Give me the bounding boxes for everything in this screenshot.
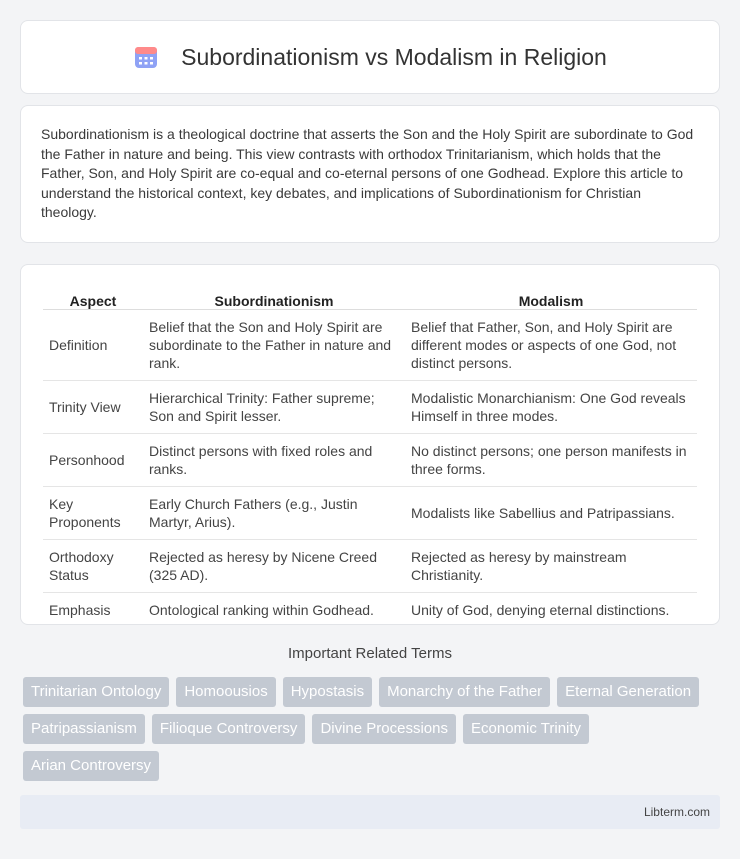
page-title: Subordinationism vs Modalism in Religion — [181, 43, 607, 70]
table-cell: Unity of God, denying eternal distinctions. — [411, 601, 670, 618]
table-header-row — [43, 285, 697, 309]
table-cell: Modalists like Sabellius and Patripassians. — [405, 486, 697, 539]
table-cell-aspect: Personhood — [43, 433, 143, 486]
header-card — [20, 20, 720, 94]
related-term-tag[interactable]: Monarchy of the Father — [379, 677, 550, 707]
related-term-tag[interactable]: Filioque Controversy — [152, 714, 306, 744]
table-cell: Modalistic Monarchianism: One God reveals Himself in three modes. — [405, 380, 697, 433]
table-cell: Belief that the Son and Holy Spirit are subordinate to the Father in nature and rank. — [143, 309, 405, 380]
table-row — [43, 486, 697, 539]
intro-text: Subordinationism is a theological doctrine that asserts the Son and the Holy Spirit are subordinate to God the Father in nature and being. This view contrasts with orthodox Trinitarianism, which holds that the Father, Son, and Holy Spirit are co-equal and co-eternal persons of one Godhead. Explore this article to understand the historical context, key debates, and implications of Subordinationism for Christian theology. — [41, 126, 694, 220]
related-term-tag[interactable]: Trinitarian Ontology — [23, 677, 169, 707]
table-cell: Early Church Fathers (e.g., Justin Martyr, Arius). — [143, 486, 405, 539]
table-cell-aspect: Key Proponents — [43, 486, 143, 539]
related-term-tag[interactable]: Homoousios — [176, 677, 275, 707]
column-header: Aspect — [43, 285, 143, 309]
table-row — [43, 309, 697, 380]
related-term-tag[interactable]: Patripassianism — [23, 714, 145, 744]
table-row — [43, 433, 697, 486]
intro-card — [20, 105, 720, 243]
comparison-table-card — [20, 264, 720, 625]
related-term-tag[interactable]: Hypostasis — [283, 677, 372, 707]
table-cell: Hierarchical Trinity: Father supreme; Son and Spirit lesser. — [143, 380, 405, 433]
related-terms-list — [23, 677, 723, 781]
table-cell: Rejected as heresy by mainstream Christianity. — [405, 539, 697, 592]
table-cell-aspect: Orthodoxy Status — [43, 539, 143, 592]
table-row — [43, 539, 697, 592]
table-cell-aspect: Trinity View — [43, 380, 143, 433]
table-cell: Distinct persons with fixed roles and ranks. — [143, 433, 405, 486]
table-row — [43, 380, 697, 433]
related-term-tag[interactable]: Divine Processions — [312, 714, 456, 744]
table-icon — [133, 44, 159, 70]
table-cell: Ontological ranking within Godhead. — [149, 601, 374, 618]
related-term-tag[interactable]: Economic Trinity — [463, 714, 589, 744]
footer — [20, 795, 720, 829]
table-cell-aspect: Definition — [43, 309, 143, 380]
table-cell-aspect: Emphasis — [49, 601, 111, 618]
related-term-tag[interactable]: Arian Controversy — [23, 751, 159, 781]
table-row — [43, 592, 697, 627]
table-cell: Belief that Father, Son, and Holy Spirit are different modes or aspects of one God, not distinct persons. — [405, 309, 697, 380]
related-terms-title: Important Related Terms — [288, 645, 452, 662]
related-term-tag[interactable]: Eternal Generation — [557, 677, 699, 707]
table-cell: No distinct persons; one person manifests in three forms. — [405, 433, 697, 486]
comparison-table — [43, 285, 697, 627]
footer-site-link[interactable]: Libterm.com — [643, 805, 710, 819]
column-header: Subordinationism — [143, 285, 405, 309]
table-cell: Rejected as heresy by Nicene Creed (325 AD). — [143, 539, 405, 592]
column-header: Modalism — [405, 285, 697, 309]
